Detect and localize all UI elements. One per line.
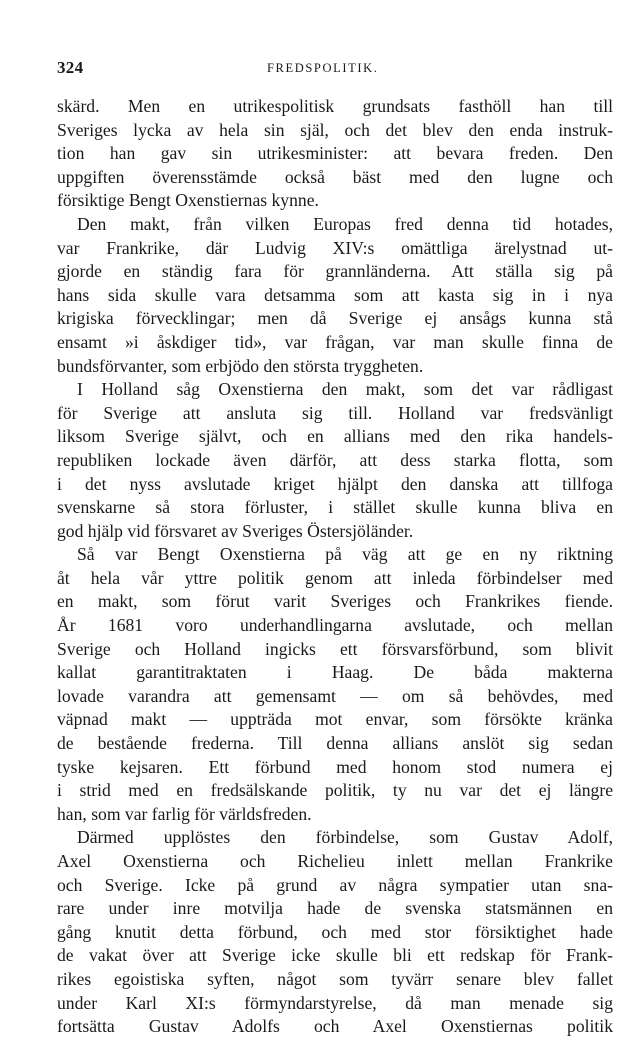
- text-line: År 1681 voro underhandlingarna avslutade, och mellan: [57, 615, 613, 636]
- text-line: svenskarne så stora förluster, i stället skulle kunna bliva en: [57, 497, 613, 518]
- text-line: skärd. Men en utrikespolitisk grundsats fasthöll han till: [57, 96, 613, 116]
- text-line: republiken lockade även därför, att dess starka flotta, som: [57, 449, 613, 470]
- text-line: fortsätta Gustav Adolfs och Axel Oxenstiernas politik: [57, 1016, 613, 1037]
- text-line: väpnad makt — uppträda mot envar, som försökte kränka: [57, 709, 613, 730]
- text-line: i strid med en fredsälskande politik, ty nu var det ej längre: [57, 780, 613, 801]
- text-line: var Frankrike, där Ludvig XIV:s omättliga ärelystnad ut-: [57, 237, 613, 258]
- text-line: de bestående frederna. Till denna allians anslöt sig sedan: [57, 733, 613, 754]
- page-number: 324: [57, 58, 84, 77]
- text-line: de vakat över att Sverige icke skulle bli ett redskap för Frank-: [57, 945, 613, 966]
- text-line: gjorde en ständig fara för grannländerna. Att ställa sig på: [57, 261, 613, 282]
- text-line: försiktige Bengt Oxenstiernas kynne.: [57, 190, 319, 211]
- text-line: åt hela vår yttre politik genom att inleda förbindelser med: [57, 567, 613, 588]
- text-line: gång knutit detta förbund, och med stor försiktighet hade: [57, 921, 613, 942]
- text-line: tion han gav sin utrikesminister: att bevara freden. Den: [57, 143, 613, 164]
- text-line: ensamt »i åskdiger tid», var frågan, var man skulle finna de: [57, 331, 613, 352]
- text-line: i det nyss avslutade kriget hjälpt den danska att tillfoga: [57, 473, 613, 494]
- text-line: god hjälp vid försvaret av Sveriges Östersjöländer.: [57, 520, 414, 541]
- text-line: I Holland såg Oxenstierna den makt, som det var rådligast: [77, 379, 613, 400]
- text-line: och Sverige. Icke på grund av några sympatier utan sna-: [57, 874, 613, 895]
- text-line: en makt, som förut varit Sveriges och Frankrikes fiende.: [57, 591, 613, 612]
- text-line: Sveriges lycka av hela sin själ, och det blev den enda instruk-: [57, 119, 613, 140]
- text-line: han, som var farlig för världsfreden.: [57, 803, 312, 824]
- text-line: tyske kejsaren. Ett förbund med honom stod numera ej: [57, 756, 613, 777]
- text-line: hans sida skulle vara detsamma som att kasta sig in i nya: [57, 284, 613, 305]
- text-line: kallat garantitraktaten i Haag. De båda makterna: [57, 662, 613, 683]
- text-line: rare under inre motvilja hade de svenska statsmännen en: [57, 898, 613, 919]
- text-line: Axel Oxenstierna och Richelieu inlett mellan Frankrike: [57, 851, 613, 871]
- text-line: Därmed upplöstes den förbindelse, som Gustav Adolf,: [77, 827, 613, 848]
- text-line: Sverige och Holland ingicks ett försvarsförbund, som blivit: [57, 638, 613, 659]
- text-line: lovade varandra att gemensamt — om så behövdes, med: [57, 685, 613, 706]
- running-title: FREDSPOLITIK.: [267, 61, 379, 75]
- body-text: [57, 95, 613, 1039]
- text-line: bundsförvanter, som erbjödo den största tryggheten.: [57, 355, 424, 376]
- text-line: Så var Bengt Oxenstierna på väg att ge en ny riktning: [77, 544, 613, 565]
- text-line: under Karl XI:s förmyndarstyrelse, då man menade sig: [57, 992, 613, 1013]
- text-line: Den makt, från vilken Europas fred denna tid hotades,: [77, 213, 613, 234]
- text-line: krigiska förvecklingar; men då Sverige ej ansågs kunna stå: [57, 308, 613, 329]
- running-head: [57, 58, 613, 80]
- text-line: uppgiften överensstämde också bäst med den lugne och: [57, 166, 613, 187]
- text-line: för Sverige att ansluta sig till. Holland var fredsvänligt: [57, 402, 613, 423]
- text-line: rikes egoistiska syften, något som tyvärr senare blev fallet: [57, 968, 613, 989]
- text-line: liksom Sverige självt, och en allians med den rika handels-: [57, 426, 613, 447]
